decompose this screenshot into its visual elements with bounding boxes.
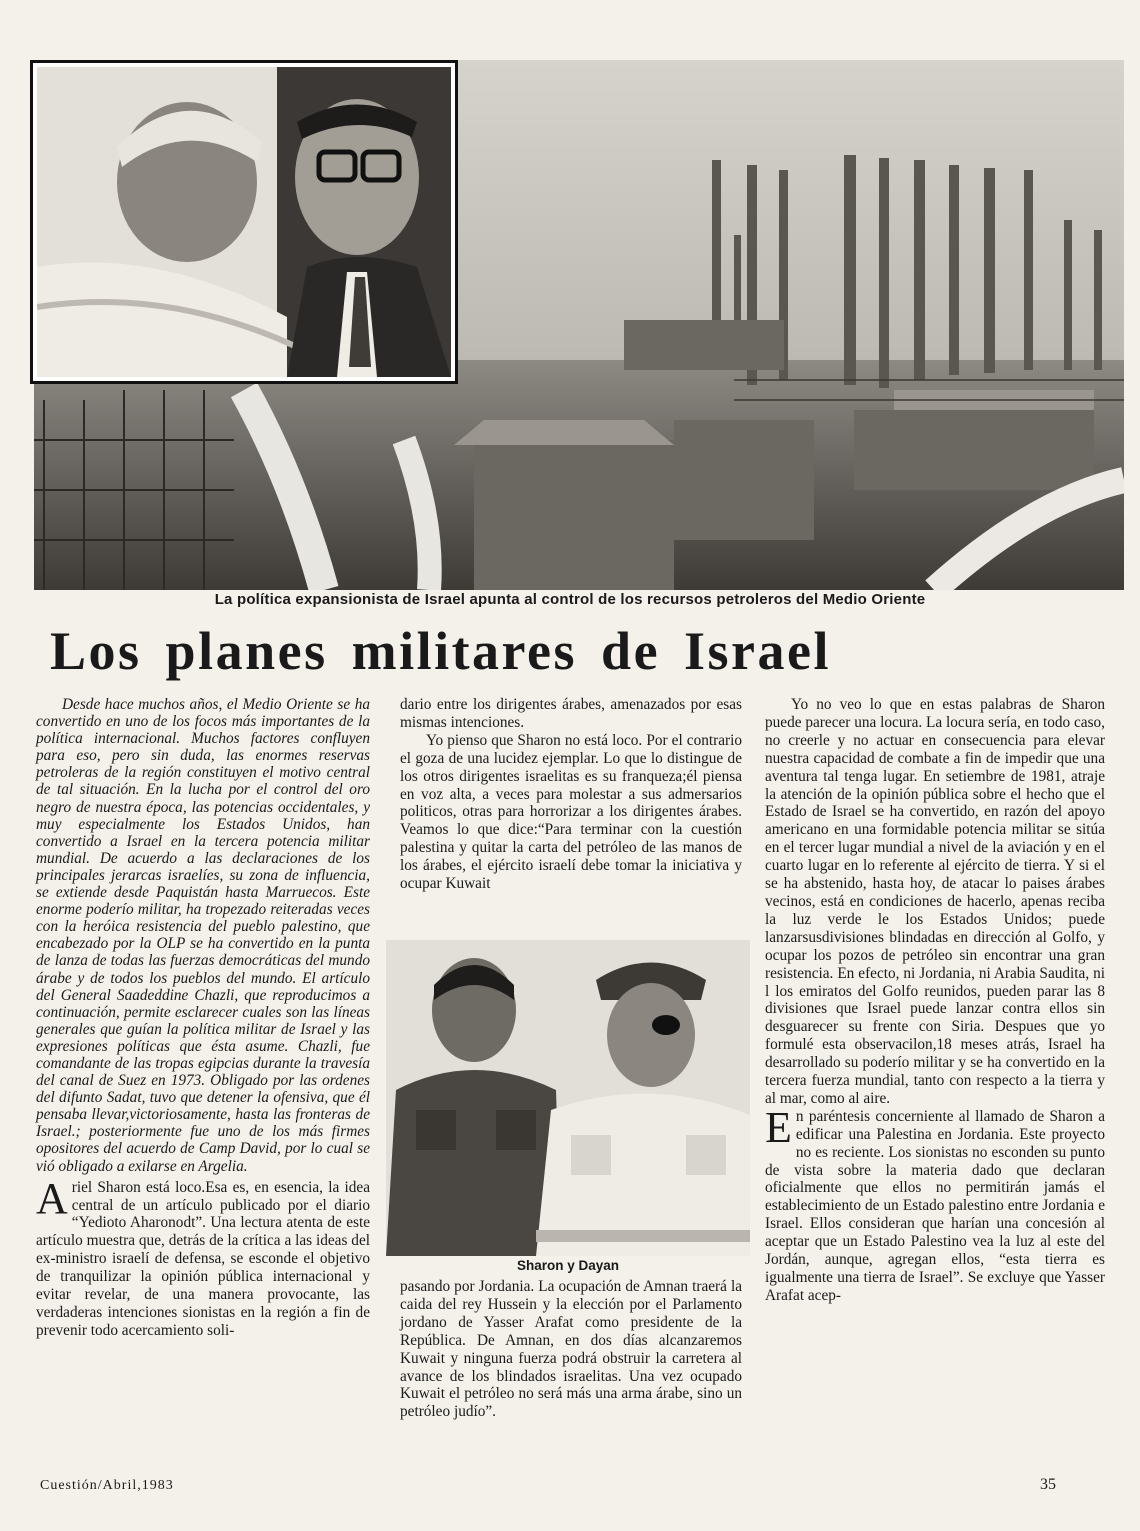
col3-text-2: n paréntesis concerniente al llamado de Sharon a edificar una Palestina en Jordania. Este proyecto no es reciente. Los sionistas no esconden su punto de vista sobre la materia dado que declaran oficialmente que ellos no permitirán jamás el establecimiento de un Estado palestino entre Jordania e Israel. Ellos consideran que harían una concesión al aceptar que un Estado Palestino vea la luz al este del Jordán, aunque, agregan ellos, “esta tierra es igualmente una tierra de Israel”. Se excluye que Yasser Arafat acep- (765, 1107, 1105, 1304)
issue-footer: Cuestión/Abril,1983 (40, 1478, 174, 1493)
body-paragraph-1 (36, 1173, 370, 1340)
article-headline: Los planes militares de Israel (50, 621, 831, 681)
photo2-caption: Sharon y Dayan (516, 1258, 620, 1273)
col3-paragraph-1: Yo no veo lo que en estas palabras de Sharon puede parecer una locura. La locura sería, en todo caso, no creerle y no actuar en consecuencia para elevar nuestra capacidad de combate a fin de impedir que una aventura tal tenga lugar. En setiembre de 1981, atraje la atención de la opinión pública sobre el hecho que el Estado de Israel se ha convertido, en razón del apoyo americano en una formidable potencia militar se sitúa en el tercer lugar mundial a nivel de la aviación y en el cuarto lugar en lo referente al ejército de tierra. Y si el se ha abstenido, hasta hoy, de atacar lo paises árabes vecinos, está en condiciones de hacerlo, apenas reciba la luz verde le los Estados Unidos; puede lanzarsusdivisiones blindadas en dirección al Golfo, y ocupar los pozos de petróleo sin encontrar una gran resistencia. En efecto, ni Jordania, ni Arabia Saudita, ni l los emiratos del Golfo reunidos, pueden parar las 8 divisiones que Israel puede lanzar contra ellos sin desguarecer su frente con Siria. Despues que yo formulé esta observacilon,18 meses atrás, Israel ha desarrollado su poderío militar y se ha convertido en la tercera fuerza mundial, tanto con respecto a la tierra y al mar, como al aire. (765, 696, 1105, 1107)
drop-cap-2: E (765, 1102, 792, 1152)
body-text-1: riel Sharon está loco.Esa es, en esencia, la idea central de un artículo publicado por el diario “Yedioto Aharonodt”. Una lectura atenta de este artículo muestra que, detrás de la crítica a las ideas del ex-ministro israelí de defensa, se esconde el objetivo de tranquilizar la opinión pública internacional y evitar revelar, de una manera provocante, las verdaderas intenciones sionistas en la región a fin de prevenir todo acercamiento soli- (36, 1178, 370, 1339)
column-2 (400, 696, 742, 893)
col3-paragraph-2 (765, 1102, 1105, 1305)
sharon-dayan-illustration (386, 940, 750, 1256)
col2-paragraph-2: Yo pienso que Sharon no está loco. Por el contrario el goza de una lucidez ejemplar. Lo que lo distingue de los otros dirigentes israelitas es su franqueza;él piensa en voz alta, a veces para molestar a sus admersarios politicos, otras para horrorizar a los dirigentes árabes. Veamos lo que dice:“Para terminar con la cuestión palestina y quitar la carta del petróleo de las manos de los árabes, el ejército israelí debe tomar la iniciativa y ocupar Kuwait (400, 731, 742, 893)
column-2-continued (400, 1278, 742, 1421)
intro-paragraph: Desde hace muchos años, el Medio Oriente se ha convertido en uno de los focos más importantes de la política internacional. Muchos factores confluyen para eso, pero sin duda, las enormes reservas petroleras de la región constituyen el motivo central de tal situación. En la lucha por el control del oro negro de nuestra época, las potencias occidentales, y muy especialmente los Estados Unidos, han convertido a Israel en la tercera potencia militar mundial. De acuerdo a las declaraciones de los principales jerarcas israelíes, su zona de influencia, se extiende desde Paquistán hasta Marruecos. Este enorme poderío militar, ha tropezado reiteradas veces con la heróica resistencia del pueblo palestino, que encabezado por la OLP se ha convertido en la punta de lanza de todas las fuerzas democráticas del mundo árabe y de todos los pueblos del mundo. El artículo del General Saadeddine Chazli, que reproducimos a continuación, permite esclarecer cuales son las líneas generales que guían la política militar de Israel y las expresiones políticas que ésta asume. Chazli, fue comandante de las tropas egipcias durante la travesía del canal de Suez en 1973. Obligado por las ordenes del difunto Sadat, tuvo que detener la ofensiva, que él pensaba llevar,victoriosamente, hasta las fronteras de Israel.; posteriormente fue uno de los más firmes opositores del acuerdo de Camp David, por lo cual se vió obligado a exilarse en Argelia. (36, 696, 370, 1175)
drop-cap: A (36, 1173, 68, 1223)
column-1 (36, 696, 370, 1340)
portrait-inset-photo (30, 60, 458, 384)
sharon-dayan-photo (386, 940, 750, 1256)
col2-paragraph-1: dario entre los dirigentes árabes, amenazados por esas mismas intenciones. (400, 696, 742, 731)
page-number: 35 (1040, 1476, 1056, 1493)
column-3 (765, 696, 1105, 1305)
col2-paragraph-3: pasando por Jordania. La ocupación de Amnan traerá la caida del rey Hussein y la elección por el Parlamento jordano de Yasser Arafat como presidente de la República. De Amnan, en dos días alcanzaremos Kuwait y ninguna fuerza podrá obstruir la carretera al avance de los blindados israelitas. Una vez ocupado Kuwait el petróleo no será más una arma árabe, sino un petróleo judío”. (400, 1278, 742, 1421)
portrait-illustration (37, 67, 451, 377)
photo-caption: La política expansionista de Israel apunta al control de los recursos petroleros del Medio Oriente (214, 591, 926, 608)
